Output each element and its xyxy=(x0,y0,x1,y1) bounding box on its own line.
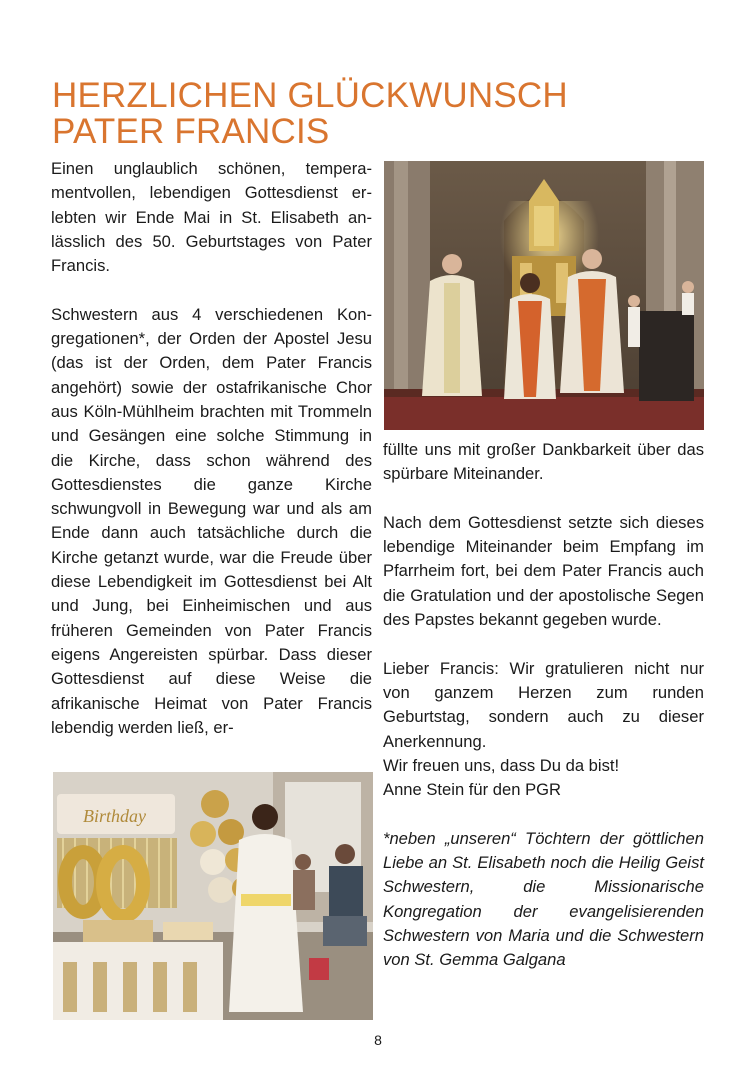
reception-photo-illustration xyxy=(53,772,373,1020)
birthday-banner-text: Birthday xyxy=(83,806,146,826)
reception-paragraph: Nach dem Gottesdienst setzte sich dieses lebendige Miteinander beim Empfang im Pfarrheim fort, bei dem Pater Francis auch die Gratulation und der apostolische Segen des Papstes bekannt gegeben wurde. xyxy=(383,512,704,630)
church-photo-illustration xyxy=(384,161,704,430)
left-text-column xyxy=(51,157,372,740)
author-signature: Anne Stein für den PGR xyxy=(383,780,562,800)
title-line-1: HERZLICHEN GLÜCKWUNSCH xyxy=(52,76,568,115)
birthday-reception-photo xyxy=(53,772,373,1020)
closing-line: Wir freuen uns, dass Du da bist! xyxy=(383,755,620,775)
right-text-column xyxy=(383,438,704,973)
body-paragraph: Schwestern aus 4 verschiedenen Kongregationen*, der Orden der Apostel Jesu (das ist der Orden, dem Pater Francis angehört) sowie der ostafrikanische Chor aus Köln-Mühlheim brachten mit Trommeln und Gesängen eine solche Stimmung in die Kirche, dass schon während des Gottesdienstes die ganze Kirche schwungvoll in Bewegung war und als am Ende dann auch tatsächliche durch die Kirche getanzt wurde, war die Freude über diese Lebendigkeit im Gottesdienst bei Alt und Jung, bei Einheimischen und aus früheren Gemeinden von Pater Francis eigens Angereisten spürbar. Dass dieser Gottesdienst auf diese Weise die afrikanische Heimat von Pater Francis lebendig werden ließ, er- xyxy=(51,304,372,737)
page-title xyxy=(52,78,568,150)
continuation-paragraph: füllte uns mit großer Dankbarkeit über das spürbare Miteinander. xyxy=(383,440,704,484)
title-line-2: PATER FRANCIS xyxy=(52,112,330,151)
page-number: 8 xyxy=(374,1032,382,1048)
church-service-photo xyxy=(384,161,704,430)
footnote: *neben „unseren“ Töchtern der göttlichen Liebe an St. Elisabeth noch die Heilig Geist Schwestern, die Missionarische Kongregation der evangelisierenden Schwestern von Maria und die Schwestern von St. Gemma Galgana xyxy=(383,828,704,970)
congratulation-paragraph: Lieber Francis: Wir gratulieren nicht nur von ganzem Herzen zum runden Geburtstag, sondern auch zu dieser Anerkennung. xyxy=(383,658,704,751)
intro-paragraph: Einen unglaublich schönen, temperamentvollen, lebendigen Gottesdienst erlebten wir Ende Mai in St. Elisabeth anlässlich des 50. Geburtstages von Pater Francis. xyxy=(51,159,372,276)
